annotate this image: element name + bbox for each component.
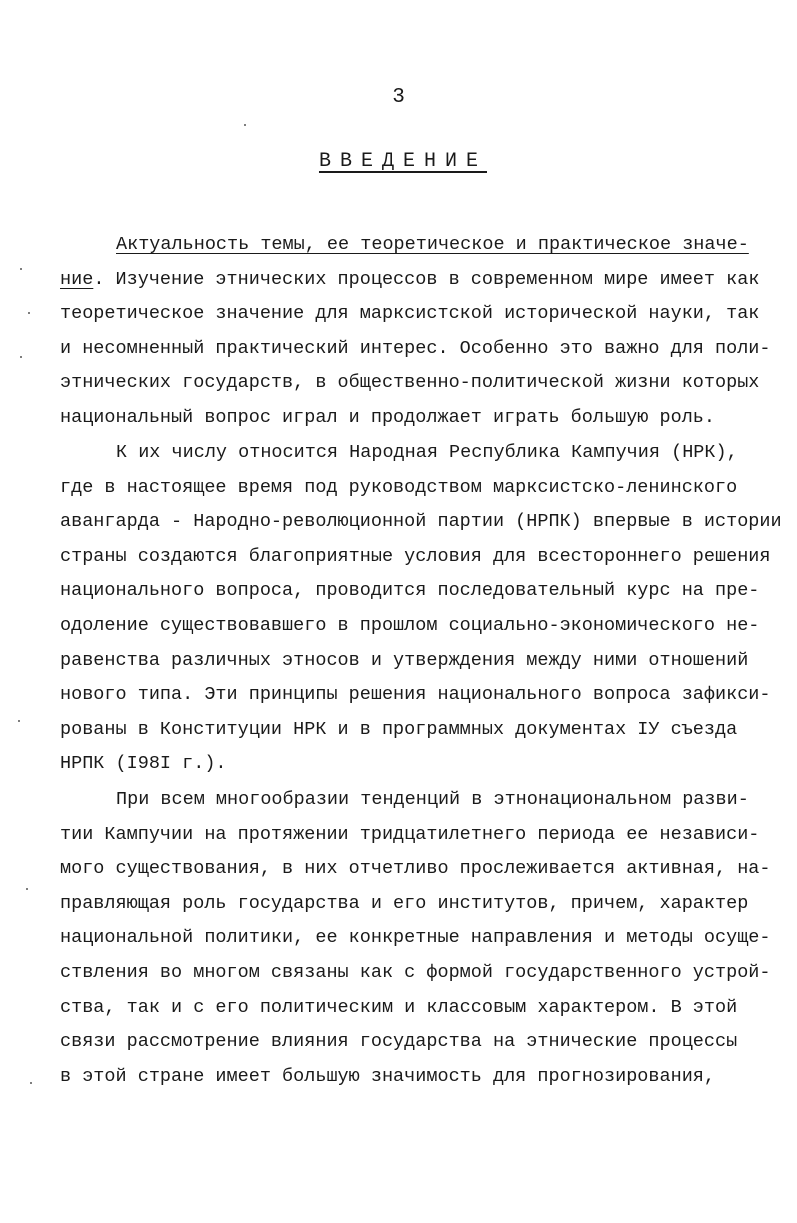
paragraph-line: национальной политики, ее конкретные направления и методы осуще- bbox=[60, 927, 771, 949]
paragraph-line: ства, так и с его политическим и классовым характером. В этой bbox=[60, 996, 738, 1018]
page-number: 3 bbox=[392, 86, 405, 109]
paragraph-line: страны создаются благоприятные условия для всестороннего решения bbox=[60, 545, 771, 567]
paragraph-line: ствления во многом связаны как с формой государственного устрой- bbox=[60, 961, 771, 983]
paragraph-line: теоретическое значение для марксистской исторической науки, так bbox=[60, 303, 760, 325]
paragraph-1 bbox=[60, 228, 770, 436]
paragraph-line: нового типа. Эти принципы решения национального вопроса зафикси- bbox=[60, 684, 771, 706]
scan-speck bbox=[26, 888, 28, 890]
paragraph-line: правляющая роль государства и его институтов, причем, характер bbox=[60, 892, 749, 914]
topic-title-underlined-end: ние bbox=[60, 268, 94, 290]
paragraph-line: При всем многообразии тенденций в этнонациональном разви- bbox=[116, 789, 749, 810]
section-heading-text: ВВЕДЕНИЕ bbox=[318, 150, 487, 173]
paragraph-line: тии Кампучии на протяжении тридцатилетнего периода ее независи- bbox=[60, 823, 760, 845]
paragraph-line: национального вопроса, проводится последовательный курс на пре- bbox=[60, 580, 760, 602]
paragraph-line: НРПК (I98I г.). bbox=[60, 753, 227, 775]
paragraph-line: этнических государств, в общественно-политической жизни которых bbox=[60, 372, 760, 394]
paragraph-line: равенства различных этносов и утверждения между ними отношений bbox=[60, 649, 749, 671]
paragraph-line bbox=[60, 263, 770, 298]
scan-speck bbox=[244, 124, 246, 126]
paragraph-line: и несомненный практический интерес. Особенно это важно для поли- bbox=[60, 337, 771, 359]
paragraph-line: в этой стране имеет большую значимость для прогнозирования, bbox=[60, 1065, 716, 1087]
paragraph-line bbox=[60, 228, 770, 263]
paragraph-line: национальный вопрос играл и продолжает играть большую роль. bbox=[60, 406, 716, 428]
paragraph-line: где в настоящее время под руководством марксистско-ленинского bbox=[60, 476, 738, 498]
scan-speck bbox=[30, 1082, 32, 1084]
paragraph-2 bbox=[60, 436, 782, 782]
paragraph-line: авангарда - Народно-революционной партии (НРПК) впервые в истории bbox=[60, 511, 782, 533]
scan-speck bbox=[18, 720, 20, 722]
paragraph-line: рованы в Конституции НРК и в программных документах IУ съезда bbox=[60, 718, 738, 740]
section-heading bbox=[0, 150, 797, 173]
scan-speck bbox=[28, 312, 30, 314]
paragraph-3 bbox=[60, 783, 770, 1094]
topic-title-underlined: Актуальность темы, ее теоретическое и практическое значе- bbox=[116, 234, 749, 255]
paragraph-line: связи рассмотрение влияния государства на этнические процессы bbox=[60, 1031, 738, 1053]
paragraph-line: одоление существовавшего в прошлом социально-экономического не- bbox=[60, 614, 760, 636]
scan-speck bbox=[20, 356, 22, 358]
paragraph-line: мого существования, в них отчетливо прослеживается активная, на- bbox=[60, 858, 771, 880]
scan-speck bbox=[20, 268, 22, 270]
line-text: . Изучение этнических процессов в современном мире имеет как bbox=[93, 268, 760, 290]
paragraph-line: К их числу относится Народная Республика Кампучия (НРК), bbox=[116, 442, 738, 463]
